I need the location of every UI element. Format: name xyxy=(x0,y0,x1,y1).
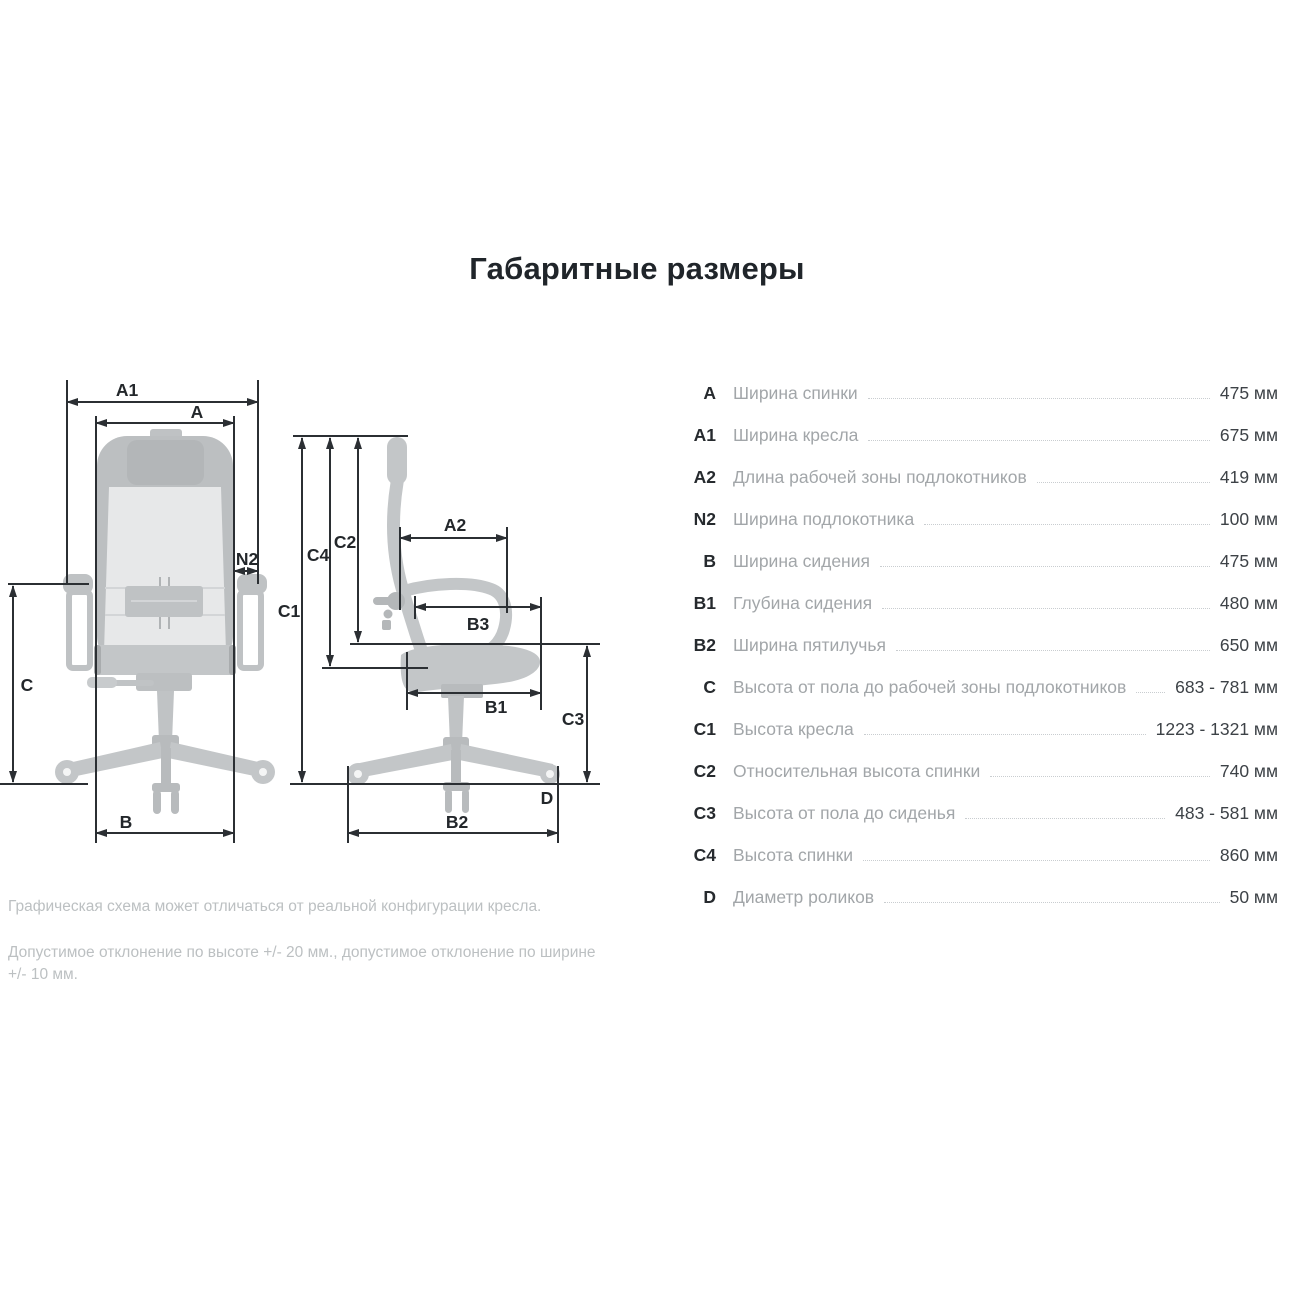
dim-label-a2: A2 xyxy=(443,515,467,535)
dim-description: Ширина спинки xyxy=(733,382,858,403)
dotted-leader xyxy=(882,608,1210,609)
dim-key: A xyxy=(703,382,716,403)
dim-value: 100 мм xyxy=(1219,508,1278,529)
dim-value: 675 мм xyxy=(1219,424,1278,445)
dotted-leader xyxy=(863,860,1210,861)
dim-key: C1 xyxy=(693,718,716,739)
table-row xyxy=(686,624,1278,666)
dim-description: Высота кресла xyxy=(733,718,854,739)
dim-description: Относительная высота спинки xyxy=(733,760,981,781)
chair-dimensions-diagram xyxy=(0,370,620,890)
table-row xyxy=(686,498,1278,540)
table-row xyxy=(686,792,1278,834)
table-row xyxy=(686,414,1278,456)
dim-value: 475 мм xyxy=(1219,550,1278,571)
dim-label-n2: N2 xyxy=(235,549,259,569)
dim-value: 50 мм xyxy=(1229,886,1278,907)
table-row xyxy=(686,372,1278,414)
dotted-leader xyxy=(868,398,1210,399)
dim-key: A2 xyxy=(693,466,716,487)
table-row xyxy=(686,540,1278,582)
dim-key: C2 xyxy=(693,760,716,781)
dim-key: B1 xyxy=(693,592,716,613)
dim-value: 860 мм xyxy=(1219,844,1278,865)
dim-description: Ширина пятилучья xyxy=(733,634,886,655)
table-row xyxy=(686,666,1278,708)
dim-label-c4: C4 xyxy=(306,545,330,565)
dim-label-a1: A1 xyxy=(115,380,139,400)
dim-key: D xyxy=(703,886,716,907)
dotted-leader xyxy=(1136,692,1165,693)
dim-label-c: C xyxy=(20,675,34,695)
dim-description: Глубина сидения xyxy=(733,592,873,613)
dim-key: N2 xyxy=(693,508,716,529)
page-title: Габаритные размеры xyxy=(469,251,805,286)
dim-description: Высота спинки xyxy=(733,844,854,865)
dim-label-c3: C3 xyxy=(561,709,585,729)
dim-value: 483 - 581 мм xyxy=(1175,802,1278,823)
dim-label-b1: B1 xyxy=(484,697,508,717)
dotted-leader xyxy=(884,902,1220,903)
front-view-chair xyxy=(55,429,275,814)
dotted-leader xyxy=(868,440,1209,441)
table-row xyxy=(686,582,1278,624)
dotted-leader xyxy=(1037,482,1210,483)
dim-key: B xyxy=(703,550,716,571)
footnotes xyxy=(8,896,608,986)
dim-description: Диаметр роликов xyxy=(733,886,875,907)
dim-label-b2: B2 xyxy=(445,812,469,832)
dim-description: Ширина сидения xyxy=(733,550,870,571)
table-row xyxy=(686,750,1278,792)
dim-value: 740 мм xyxy=(1219,760,1278,781)
dim-key: C xyxy=(703,676,716,697)
dim-value: 475 мм xyxy=(1219,382,1278,403)
dim-label-b: B xyxy=(119,812,133,832)
dotted-leader xyxy=(880,566,1210,567)
dim-label-c2: C2 xyxy=(333,532,357,552)
dim-key: B2 xyxy=(693,634,716,655)
dim-value: 419 мм xyxy=(1219,466,1278,487)
table-row xyxy=(686,876,1278,918)
dim-value: 1223 - 1321 мм xyxy=(1155,718,1278,739)
dim-description: Ширина подлокотника xyxy=(733,508,915,529)
table-row xyxy=(686,456,1278,498)
dim-value: 480 мм xyxy=(1219,592,1278,613)
dim-description: Длина рабочей зоны подлокотников xyxy=(733,466,1027,487)
dotted-leader xyxy=(990,776,1210,777)
dotted-leader xyxy=(864,734,1146,735)
dim-key: C3 xyxy=(693,802,716,823)
dim-label-b3: B3 xyxy=(466,614,490,634)
dotted-leader xyxy=(896,650,1210,651)
footnote-tolerance: Допустимое отклонение по высоте +/- 20 мм., допустимое отклонение по ширине +/- 10 мм. xyxy=(8,944,596,983)
dim-description: Высота от пола до рабочей зоны подлокотников xyxy=(733,676,1127,697)
dotted-leader xyxy=(965,818,1165,819)
dim-key: A1 xyxy=(693,424,716,445)
dim-description: Ширина кресла xyxy=(733,424,859,445)
dim-value: 650 мм xyxy=(1219,634,1278,655)
table-row xyxy=(686,834,1278,876)
dim-key: C4 xyxy=(693,844,716,865)
dim-description: Высота от пола до сиденья xyxy=(733,802,956,823)
dimensions-table xyxy=(686,372,1278,918)
table-row xyxy=(686,708,1278,750)
footnote-scheme-disclaimer: Графическая схема может отличаться от реальной конфигурации кресла. xyxy=(8,898,542,915)
dim-label-d: D xyxy=(540,788,554,808)
dotted-leader xyxy=(924,524,1210,525)
side-view-chair xyxy=(347,437,560,813)
dim-label-a: A xyxy=(190,402,204,422)
dim-label-c1: C1 xyxy=(277,601,301,621)
dim-value: 683 - 781 мм xyxy=(1175,676,1278,697)
